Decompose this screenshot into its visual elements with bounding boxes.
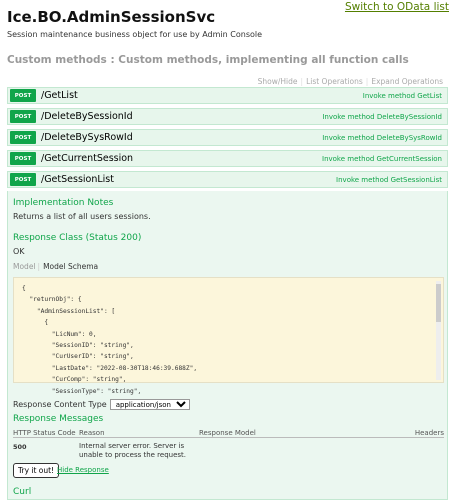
- model-schema-box[interactable]: [13, 277, 444, 395]
- operation-path[interactable]: /GetCurrentSession: [41, 153, 134, 164]
- operation-getcurrentsession[interactable]: [7, 150, 448, 167]
- separator: |: [365, 77, 369, 86]
- service-description: Session maintenance business object for use by Admin Console: [7, 30, 263, 39]
- model-tabs: [13, 262, 98, 271]
- response-model-cell: [199, 442, 414, 464]
- show-hide-link[interactable]: Show/Hide: [257, 77, 298, 86]
- scrollbar-thumb[interactable]: [436, 284, 441, 322]
- service-title: Ice.BO.AdminSessionSvc: [7, 8, 216, 26]
- section-title[interactable]: Custom methods : Custom methods, implementing all function calls: [7, 54, 409, 66]
- operation-path[interactable]: /GetSessionList: [41, 174, 114, 185]
- response-content-type-label: Response Content Type: [13, 400, 107, 409]
- operation-summary[interactable]: Invoke method GetSessionList: [336, 175, 442, 184]
- tab-model[interactable]: Model: [13, 262, 36, 271]
- implementation-notes-heading: Implementation Notes: [13, 198, 114, 208]
- implementation-notes-text: Returns a list of all users sessions.: [13, 212, 151, 221]
- operation-summary[interactable]: Invoke method GetCurrentSession: [322, 154, 442, 163]
- tab-model-schema[interactable]: Model Schema: [43, 262, 99, 271]
- switch-to-odata-link[interactable]: Switch to OData list: [344, 1, 449, 13]
- operation-deletebysessionid[interactable]: [7, 108, 448, 125]
- schema-scrollbar[interactable]: [436, 281, 441, 380]
- operation-path[interactable]: /GetList: [41, 90, 78, 101]
- response-class-heading: Response Class (Status 200): [13, 233, 142, 243]
- table-row: [13, 442, 444, 464]
- operation-getsessionlist[interactable]: [7, 171, 448, 188]
- status-code-cell: 500: [13, 443, 27, 451]
- operation-path[interactable]: /DeleteBySessionId: [41, 111, 133, 122]
- expand-operations-link[interactable]: Expand Operations: [371, 77, 443, 86]
- table-header: [13, 428, 444, 438]
- response-content-type-select[interactable]: [110, 399, 190, 410]
- operation-summary[interactable]: Invoke method DeleteBySessionId: [322, 112, 442, 121]
- reason-cell: Internal server error. Server is unable to process the request.: [79, 442, 187, 459]
- hide-response-link[interactable]: Hide Response: [57, 466, 109, 474]
- operation-getlist[interactable]: [7, 87, 448, 104]
- response-messages-table: [13, 428, 444, 464]
- header-response-model: Response Model: [199, 428, 256, 437]
- response-class-value: OK: [13, 247, 25, 256]
- response-messages-heading: Response Messages: [13, 414, 104, 424]
- header-reason: Reason: [79, 428, 105, 437]
- operation-deletebysysrowid[interactable]: [7, 129, 448, 146]
- header-headers: Headers: [414, 428, 444, 437]
- curl-heading: Curl: [13, 487, 32, 497]
- section-options: [255, 77, 446, 86]
- separator: |: [300, 77, 304, 86]
- post-method-badge: POST: [10, 173, 36, 186]
- operation-path[interactable]: /DeleteBySysRowId: [41, 132, 133, 143]
- post-method-badge: POST: [10, 89, 36, 102]
- post-method-badge: POST: [10, 110, 36, 123]
- header-status-code: HTTP Status Code: [13, 428, 76, 437]
- try-it-out-button[interactable]: Try it out!: [13, 463, 59, 478]
- model-schema-code: { "returnObj": { "AdminSessionList": [ { "LicNum": 0, "SessionID": "string", "CurUserID": "string", "LastDate": "2022-08-30T18:46:39.688Z", "CurComp": "string", "SessionType": "string",: [22, 285, 198, 395]
- post-method-badge: POST: [10, 152, 36, 165]
- separator: |: [37, 262, 41, 271]
- operation-details: [7, 191, 448, 500]
- post-method-badge: POST: [10, 131, 36, 144]
- operation-summary[interactable]: Invoke method DeleteBySysRowId: [322, 133, 442, 142]
- headers-cell: [414, 442, 444, 464]
- list-operations-link[interactable]: List Operations: [306, 77, 363, 86]
- response-content-type-row: [13, 399, 190, 410]
- operation-summary[interactable]: Invoke method GetList: [362, 91, 442, 100]
